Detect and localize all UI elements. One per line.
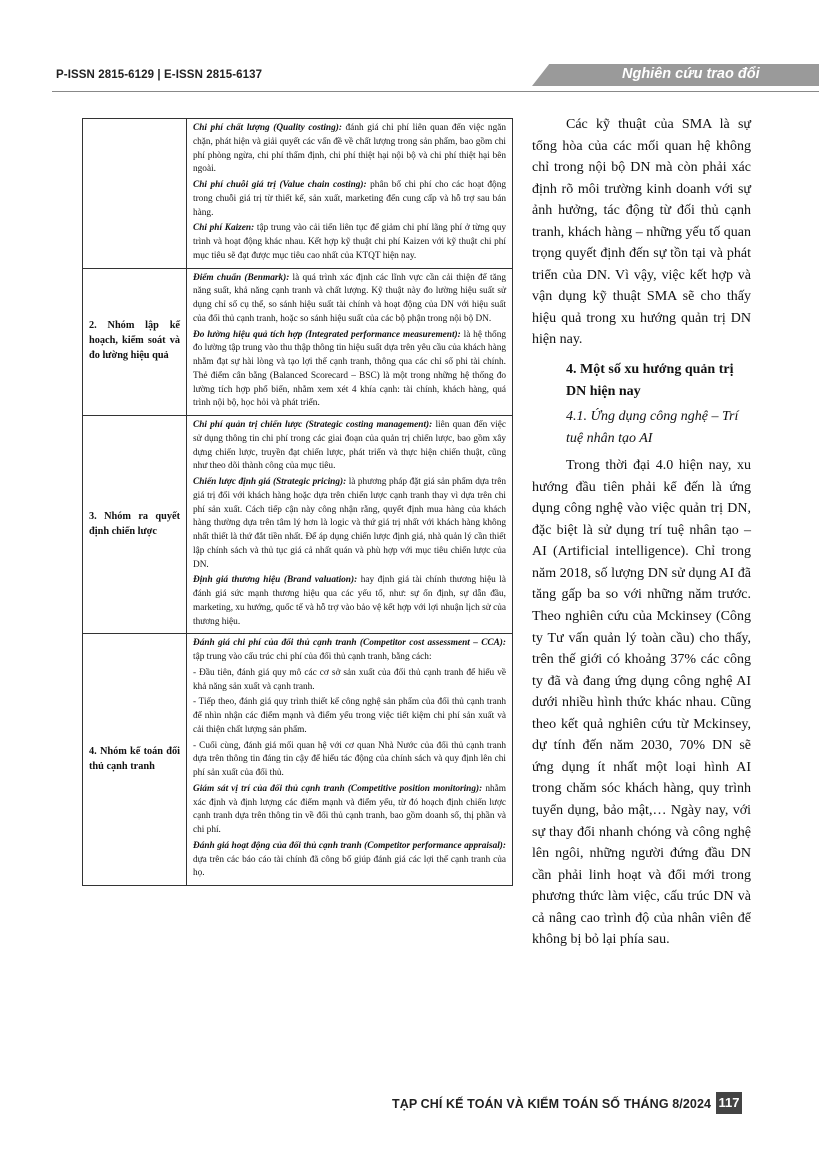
right-column bbox=[532, 114, 751, 951]
technique-term: Đo lường hiệu quả tích hợp (Integrated performance measurement): bbox=[193, 329, 461, 340]
group-cell bbox=[83, 634, 187, 886]
sma-techniques-table bbox=[82, 118, 513, 886]
technique-cell bbox=[187, 268, 513, 416]
technique-description: - Cuối cùng, đánh giá mối quan hệ với cơ quan Nhà Nước của đối thủ cạnh tranh dựa trên thông tin đáng tin cậy để hiểu tác động của chính sách và quy định lên chi phí sản xuất của đối thủ. bbox=[193, 740, 506, 778]
technique-description: hay định giá tài chính thương hiệu là đánh giá sức mạnh thương hiệu qua các yếu tố, như: sự ổn định, sự dẫn đầu, marketing, xu hướng, quốc tế và hỗ trợ vào bảo vệ kết hợp với lợi nhuận lịch sử của thương hiệu. bbox=[193, 575, 506, 627]
technique-entry bbox=[193, 272, 506, 327]
technique-description: đánh giá chi phí liên quan đến việc ngăn chặn, phát hiện và giải quyết các vấn đề về chất lượng trong sản phẩm, bao gồm chi phí phòng ngừa, chi phí thẩm định, chi phí thiệt hại nội bộ và chi phí thiệt hại bên ngoài. bbox=[193, 123, 507, 175]
technique-entry bbox=[193, 667, 506, 695]
group-cell bbox=[83, 416, 187, 634]
technique-entry bbox=[193, 122, 506, 177]
technique-entry bbox=[193, 783, 506, 838]
technique-description: - Đầu tiên, đánh giá quy mô các cơ sở sản xuất của đối thủ cạnh tranh để hiểu về khả năng sản xuất và cạnh tranh. bbox=[193, 667, 506, 692]
section-heading: 4. Một số xu hướng quản trị DN hiện nay bbox=[566, 362, 734, 399]
group-label: 3. Nhóm ra quyết định chiến lược bbox=[89, 510, 180, 537]
journal-footer: TẠP CHÍ KẾ TOÁN VÀ KIỂM TOÁN SỐ THÁNG 8/2024 bbox=[392, 1097, 712, 1111]
group-label: 2. Nhóm lập kế hoạch, kiểm soát và đo lường hiệu quả bbox=[89, 320, 180, 362]
technique-entry bbox=[193, 222, 506, 263]
technique-cell bbox=[187, 416, 513, 634]
technique-description: - Tiếp theo, đánh giá quy trình thiết kế công nghệ sản phẩm của đối thủ cạnh tranh để nhìn nhận các điểm mạnh và điểm yếu trong việc tiết kiệm chi phí sản xuất và cải thiện chất lượng sản phẩm. bbox=[193, 697, 506, 735]
table-row bbox=[83, 416, 513, 634]
technique-description: tập trung vào cấu trúc chi phí của đối thủ cạnh tranh, bằng cách: bbox=[193, 652, 432, 662]
technique-term: Chiến lược định giá (Strategic pricing): bbox=[193, 477, 347, 487]
technique-description: phân bổ chi phí cho các hoạt động trong chuỗi giá trị từ thiết kế, sản xuất, marketing đến cung cấp và hỗ trợ sau bán hàng. bbox=[193, 180, 506, 218]
group-cell bbox=[83, 119, 187, 269]
paragraph-ai: Trong thời đại 4.0 hiện nay, xu hướng đầu tiên phải kể đến là ứng dụng công nghệ vào việc quản trị DN, đặc biệt là sử dụng trí tuệ nhân tạo – AI (Artificial intelligence). Chỉ trong năm 2018, số lượng DN sử dụng AI đã tăng gấp ba so với những năm trước. Theo nghiên cứu của Mckinsey (Công ty Tư vấn quản lý toàn cầu) cho thấy, trên thế giới có khoảng 37% các công ty đã và đang ứng dụng công nghệ AI dưới nhiều hình thức khác nhau. Cũng theo kết quả nghiên cứu từ Mckinsey, dự tính đến năm 2030, 70% DN sẽ ứng dụng ít nhất một loại hình AI trong chăm sóc khách hàng, quy trình tuyển dụng, bảo mật,… Ngày nay, với sự thay đổi nhanh chóng và công nghệ lên ngôi, những người đứng đầu DN cần phải linh hoạt và đổi mới trong phương thức làm việc, cấu trúc DN và cả nâng cao trình độ của nhân viên để không bị bỏ lại phía sau. bbox=[532, 458, 751, 948]
technique-description: là hệ thống đo lường tập trung vào thu thập thông tin hiệu suất dựa trên yêu cầu của khách hàng nhằm đạt sự hài lòng và tạo lợi thế cạnh tranh, thông qua các chỉ số phi tài chính. Thẻ điểm cân bằng (Balanced Scorecard – BSC) là một trong những hệ thống đo lường tích hợp phổ biến, nhằm xem xét 4 khía cạnh: tài chính, khách hàng, quá trình nội bộ, học hỏi và phát triển. bbox=[193, 329, 506, 409]
technique-entry bbox=[193, 574, 506, 629]
technique-description: là phương pháp đặt giá sản phẩm dựa trên giá trị đối với khách hàng hoặc dựa trên chiến lược cạnh tranh thay vì dựa trên chi phí sản xuất. Cách tiếp cận này công nhận rằng, quyết định mua hàng của khách hàng thường dựa trên tâm lý hơn là logic và thứ giá trị nhất với khách hàng không nhất thiết là thứ đắt tiền nhất. Để áp dụng chiến lược định giá, nhà quản lý cần thiết lập chính sách và thủ tục giá cả nhất quán và phù hợp với mục tiêu chiến lược của DN. bbox=[193, 477, 506, 570]
technique-entry bbox=[193, 179, 506, 220]
issn-header: P-ISSN 2815-6129 | E-ISSN 2815-6137 bbox=[56, 69, 263, 81]
table-row bbox=[83, 119, 513, 269]
technique-entry bbox=[193, 696, 506, 737]
technique-term: Chi phí quản trị chiến lược (Strategic costing management): bbox=[193, 420, 433, 430]
group-label: 4. Nhóm kế toán đối thủ cạnh tranh bbox=[89, 745, 180, 772]
technique-entry bbox=[193, 637, 506, 665]
technique-term: Chi phí chất lượng (Quality costing): bbox=[193, 123, 342, 133]
group-cell bbox=[83, 268, 187, 416]
page-number: 117 bbox=[716, 1092, 742, 1114]
technique-description: nhằm xác định và định lượng các điểm mạnh và điểm yếu, từ đó hoạch định chiến lược cạnh tranh dựa trên thông tin về đối thủ cạnh tranh, bao gồm doanh số, thị phần và chi phí. bbox=[193, 783, 506, 835]
technique-term: Chi phí chuỗi giá trị (Value chain costing): bbox=[193, 180, 367, 190]
technique-entry bbox=[193, 740, 506, 781]
table-row bbox=[83, 634, 513, 886]
technique-description: tập trung vào cải tiến liên tục để giảm chi phí lãng phí ở từng quy trình và hoạt động khác nhau. Kết hợp kỹ thuật chi phí Kaizen với kỹ thuật chi phí mục tiêu sẽ đạt được mục tiêu cao nhất của KTQT hiện nay. bbox=[193, 223, 506, 261]
technique-cell bbox=[187, 634, 513, 886]
technique-term: Định giá thương hiệu (Brand valuation): bbox=[193, 575, 358, 586]
table-row bbox=[83, 268, 513, 416]
technique-entry bbox=[193, 840, 506, 881]
technique-description: dựa trên các báo cáo tài chính đã công bố giúp đánh giá các lợi thế cạnh tranh của họ. bbox=[193, 854, 506, 879]
paragraph-intro: Các kỹ thuật của SMA là sự tổng hòa của các mối quan hệ không chỉ trong nội bộ DN mà còn phải xác định rõ môi trường kinh doanh với sự ảnh hưởng, tác động từ đối thủ cạnh tranh, khách hàng – những yếu tố quan trọng quyết định đến sự tồn tại và phát triển của DN. Vì vậy, việc kết hợp và vận dụng kỹ thuật SMA sẽ cho thấy hiệu quả trong xu hướng quản trị DN hiện nay. bbox=[532, 117, 751, 348]
technique-cell bbox=[187, 119, 513, 269]
subsection-heading: 4.1. Ứng dụng công nghệ – Trí tuệ nhân tạo AI bbox=[566, 409, 739, 446]
technique-term: Đánh giá chi phí của đối thủ cạnh tranh (Competitor cost assessment – CCA): bbox=[193, 638, 506, 649]
technique-term: Giám sát vị trí của đối thủ cạnh tranh (Competitive position monitoring): bbox=[193, 783, 483, 794]
section-title: Nghiên cứu trao đổi bbox=[622, 66, 760, 82]
technique-term: Chi phí Kaizen: bbox=[193, 223, 255, 234]
technique-description: là quá trình xác định các lĩnh vực cần cải thiện để tăng năng suất, khả năng cạnh tranh và chất lượng. Kỹ thuật này đo lường hiệu suất sử dụng chỉ số cụ thể, so sánh hiệu suất tài chính và hoạt động của DN với hiệu suất của đối thủ cạnh tranh, hoặc so sánh hiệu suất của các bộ phận trong nội bộ DN. bbox=[193, 272, 506, 324]
technique-term: Điểm chuẩn (Benmark): bbox=[193, 272, 290, 283]
header-rule bbox=[52, 91, 819, 92]
technique-entry bbox=[193, 419, 506, 474]
technique-entry bbox=[193, 329, 506, 412]
technique-term: Đánh giá hoạt động của đối thủ cạnh tranh (Competitor performance appraisal): bbox=[193, 840, 506, 851]
technique-entry bbox=[193, 476, 506, 572]
technique-description: liên quan đến việc sử dụng thông tin chi phí trong các giai đoạn của quản trị chiến lược, bao gồm xây dựng chiến lược, truyền đạt chiến lược, phát triển và thực hiện chiến thuật, cũng như theo dõi thành công của mục tiêu. bbox=[193, 420, 507, 472]
